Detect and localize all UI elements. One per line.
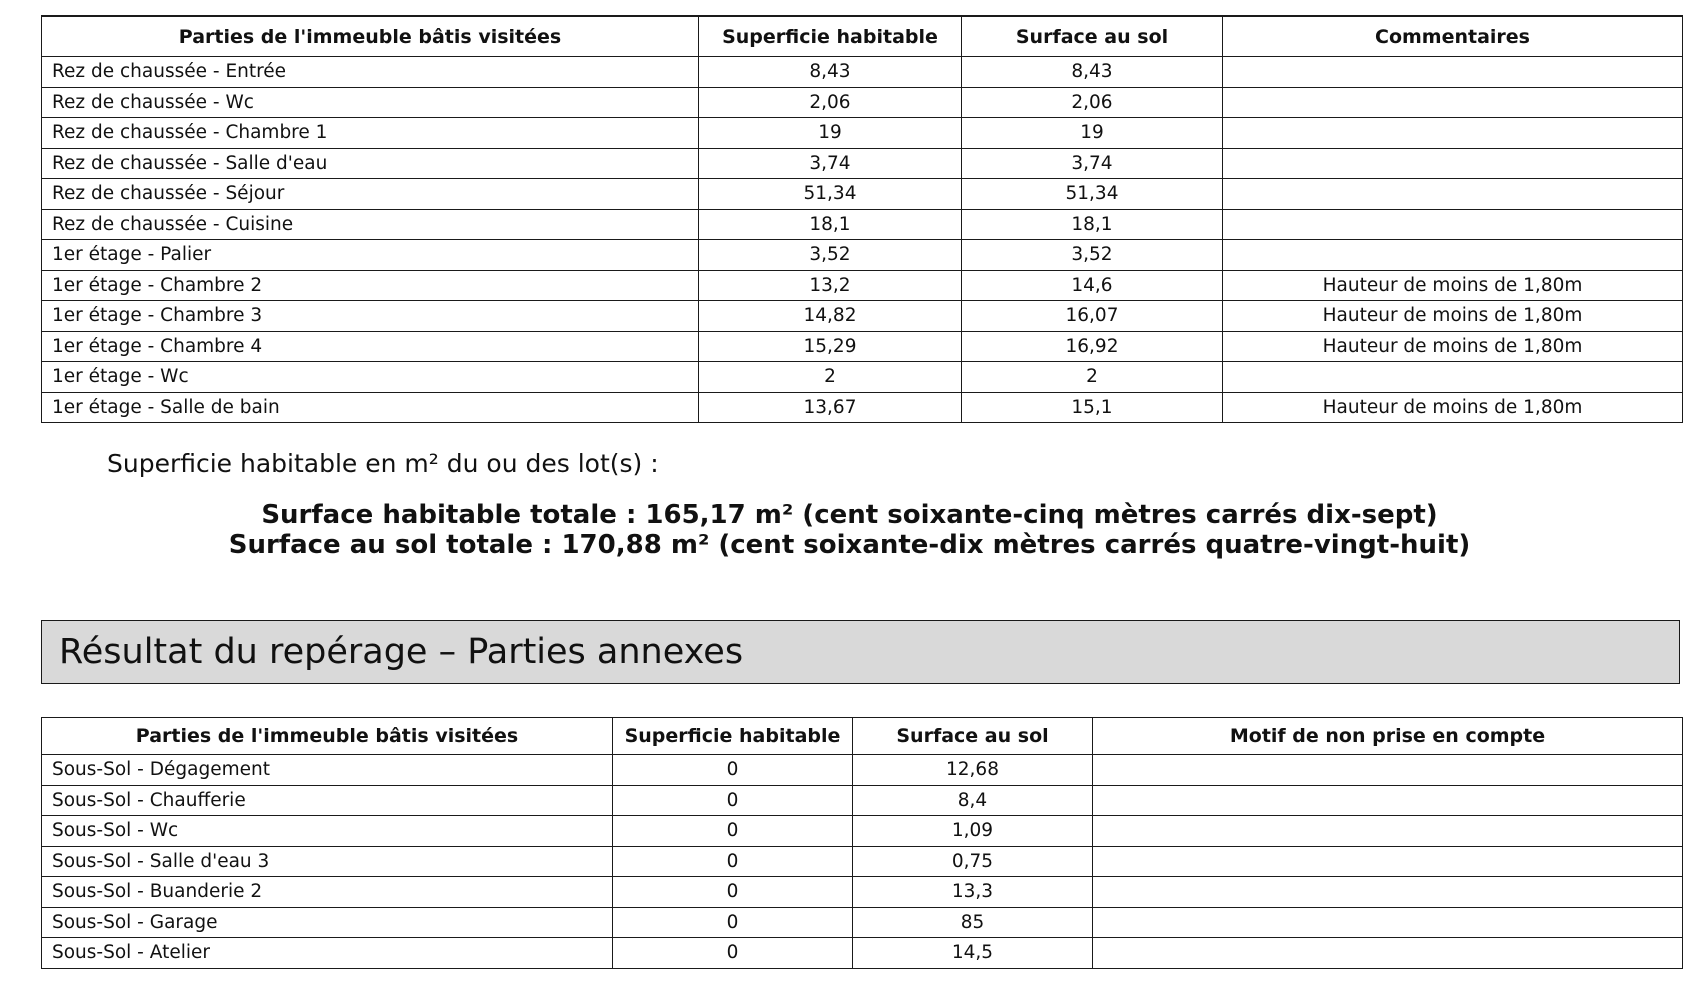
cell-superficie-habitable: 13,67 <box>699 392 962 423</box>
cell-comment <box>1223 87 1683 118</box>
cell-comment <box>1093 846 1683 877</box>
cell-comment <box>1223 362 1683 393</box>
cell-surface-au-sol: 19 <box>962 118 1223 149</box>
table-row <box>42 148 1683 179</box>
cell-surface-au-sol: 3,74 <box>962 148 1223 179</box>
table-row <box>42 938 1683 969</box>
cell-room: 1er étage - Chambre 4 <box>42 331 699 362</box>
column-header-parties: Parties de l'immeuble bâtis visitées <box>42 718 613 755</box>
table-row <box>42 331 1683 362</box>
cell-surface-au-sol: 85 <box>853 907 1093 938</box>
cell-surface-au-sol: 51,34 <box>962 179 1223 210</box>
cell-room: 1er étage - Chambre 2 <box>42 270 699 301</box>
table-row <box>42 270 1683 301</box>
cell-superficie-habitable: 3,52 <box>699 240 962 271</box>
cell-surface-au-sol: 16,92 <box>962 331 1223 362</box>
column-header-motif: Motif de non prise en compte <box>1093 718 1683 755</box>
cell-surface-au-sol: 12,68 <box>853 755 1093 786</box>
cell-room: Rez de chaussée - Wc <box>42 87 699 118</box>
table-row <box>42 846 1683 877</box>
cell-comment: Hauteur de moins de 1,80m <box>1223 331 1683 362</box>
table-row <box>42 877 1683 908</box>
cell-superficie-habitable: 15,29 <box>699 331 962 362</box>
cell-superficie-habitable: 18,1 <box>699 209 962 240</box>
cell-surface-au-sol: 2 <box>962 362 1223 393</box>
habitable-areas-table <box>41 15 1683 423</box>
table-row <box>42 240 1683 271</box>
table-row <box>42 816 1683 847</box>
cell-comment: Hauteur de moins de 1,80m <box>1223 392 1683 423</box>
table-row <box>42 87 1683 118</box>
cell-comment <box>1093 785 1683 816</box>
cell-comment <box>1093 907 1683 938</box>
cell-surface-au-sol: 2,06 <box>962 87 1223 118</box>
cell-room: 1er étage - Wc <box>42 362 699 393</box>
cell-comment <box>1223 179 1683 210</box>
annex-areas-table <box>41 717 1683 969</box>
cell-comment <box>1223 57 1683 88</box>
cell-comment <box>1223 209 1683 240</box>
cell-surface-au-sol: 13,3 <box>853 877 1093 908</box>
table-row <box>42 179 1683 210</box>
cell-comment <box>1223 118 1683 149</box>
cell-surface-au-sol: 1,09 <box>853 816 1093 847</box>
cell-room: Rez de chaussée - Chambre 1 <box>42 118 699 149</box>
cell-superficie-habitable: 0 <box>613 785 853 816</box>
cell-surface-au-sol: 8,43 <box>962 57 1223 88</box>
totals-block <box>0 500 1699 560</box>
section-header-annexes <box>41 620 1680 684</box>
cell-superficie-habitable: 3,74 <box>699 148 962 179</box>
column-header-surface-au-sol: Surface au sol <box>853 718 1093 755</box>
cell-room: Sous-Sol - Garage <box>42 907 613 938</box>
cell-superficie-habitable: 14,82 <box>699 301 962 332</box>
cell-superficie-habitable: 2 <box>699 362 962 393</box>
cell-superficie-habitable: 8,43 <box>699 57 962 88</box>
cell-superficie-habitable: 0 <box>613 877 853 908</box>
column-header-superficie-habitable: Superficie habitable <box>613 718 853 755</box>
cell-surface-au-sol: 18,1 <box>962 209 1223 240</box>
table-header-row <box>42 718 1683 755</box>
cell-room: Rez de chaussée - Séjour <box>42 179 699 210</box>
cell-room: 1er étage - Palier <box>42 240 699 271</box>
cell-surface-au-sol: 16,07 <box>962 301 1223 332</box>
cell-superficie-habitable: 19 <box>699 118 962 149</box>
cell-superficie-habitable: 0 <box>613 938 853 969</box>
cell-room: Sous-Sol - Salle d'eau 3 <box>42 846 613 877</box>
table-row <box>42 209 1683 240</box>
cell-comment: Hauteur de moins de 1,80m <box>1223 301 1683 332</box>
table-row <box>42 57 1683 88</box>
section-title: Résultat du repérage – Parties annexes <box>59 632 744 672</box>
cell-room: Sous-Sol - Buanderie 2 <box>42 877 613 908</box>
cell-room: 1er étage - Salle de bain <box>42 392 699 423</box>
cell-comment <box>1093 755 1683 786</box>
cell-room: Sous-Sol - Chaufferie <box>42 785 613 816</box>
cell-surface-au-sol: 14,6 <box>962 270 1223 301</box>
column-header-surface-au-sol: Surface au sol <box>962 16 1223 57</box>
cell-comment: Hauteur de moins de 1,80m <box>1223 270 1683 301</box>
cell-surface-au-sol: 14,5 <box>853 938 1093 969</box>
annex-areas-body <box>42 755 1683 969</box>
table-header-row <box>42 16 1683 57</box>
habitable-areas-body <box>42 57 1683 423</box>
cell-surface-au-sol: 0,75 <box>853 846 1093 877</box>
column-header-parties: Parties de l'immeuble bâtis visitées <box>42 16 699 57</box>
cell-superficie-habitable: 0 <box>613 816 853 847</box>
cell-surface-au-sol: 15,1 <box>962 392 1223 423</box>
lot-summary-label: Superficie habitable en m² du ou des lot(s) : <box>107 449 659 478</box>
cell-room: Rez de chaussée - Cuisine <box>42 209 699 240</box>
cell-superficie-habitable: 0 <box>613 846 853 877</box>
cell-comment <box>1093 816 1683 847</box>
cell-room: Rez de chaussée - Salle d'eau <box>42 148 699 179</box>
table-row <box>42 301 1683 332</box>
cell-comment <box>1093 938 1683 969</box>
cell-superficie-habitable: 51,34 <box>699 179 962 210</box>
cell-surface-au-sol: 3,52 <box>962 240 1223 271</box>
table-row <box>42 392 1683 423</box>
total-floor-surface: Surface au sol totale : 170,88 m² (cent soixante-dix mètres carrés quatre-vingt-huit) <box>228 530 1471 560</box>
column-header-superficie-habitable: Superficie habitable <box>699 16 962 57</box>
cell-comment <box>1093 877 1683 908</box>
cell-room: Rez de chaussée - Entrée <box>42 57 699 88</box>
cell-superficie-habitable: 0 <box>613 755 853 786</box>
cell-room: Sous-Sol - Wc <box>42 816 613 847</box>
cell-room: Sous-Sol - Dégagement <box>42 755 613 786</box>
cell-superficie-habitable: 0 <box>613 907 853 938</box>
column-header-commentaires: Commentaires <box>1223 16 1683 57</box>
cell-comment <box>1223 148 1683 179</box>
cell-surface-au-sol: 8,4 <box>853 785 1093 816</box>
total-habitable-surface: Surface habitable totale : 165,17 m² (cent soixante-cinq mètres carrés dix-sept) <box>261 500 1438 530</box>
table-row <box>42 785 1683 816</box>
table-row <box>42 907 1683 938</box>
cell-comment <box>1223 240 1683 271</box>
cell-superficie-habitable: 13,2 <box>699 270 962 301</box>
table-row <box>42 755 1683 786</box>
cell-room: Sous-Sol - Atelier <box>42 938 613 969</box>
table-row <box>42 362 1683 393</box>
cell-room: 1er étage - Chambre 3 <box>42 301 699 332</box>
cell-superficie-habitable: 2,06 <box>699 87 962 118</box>
table-row <box>42 118 1683 149</box>
